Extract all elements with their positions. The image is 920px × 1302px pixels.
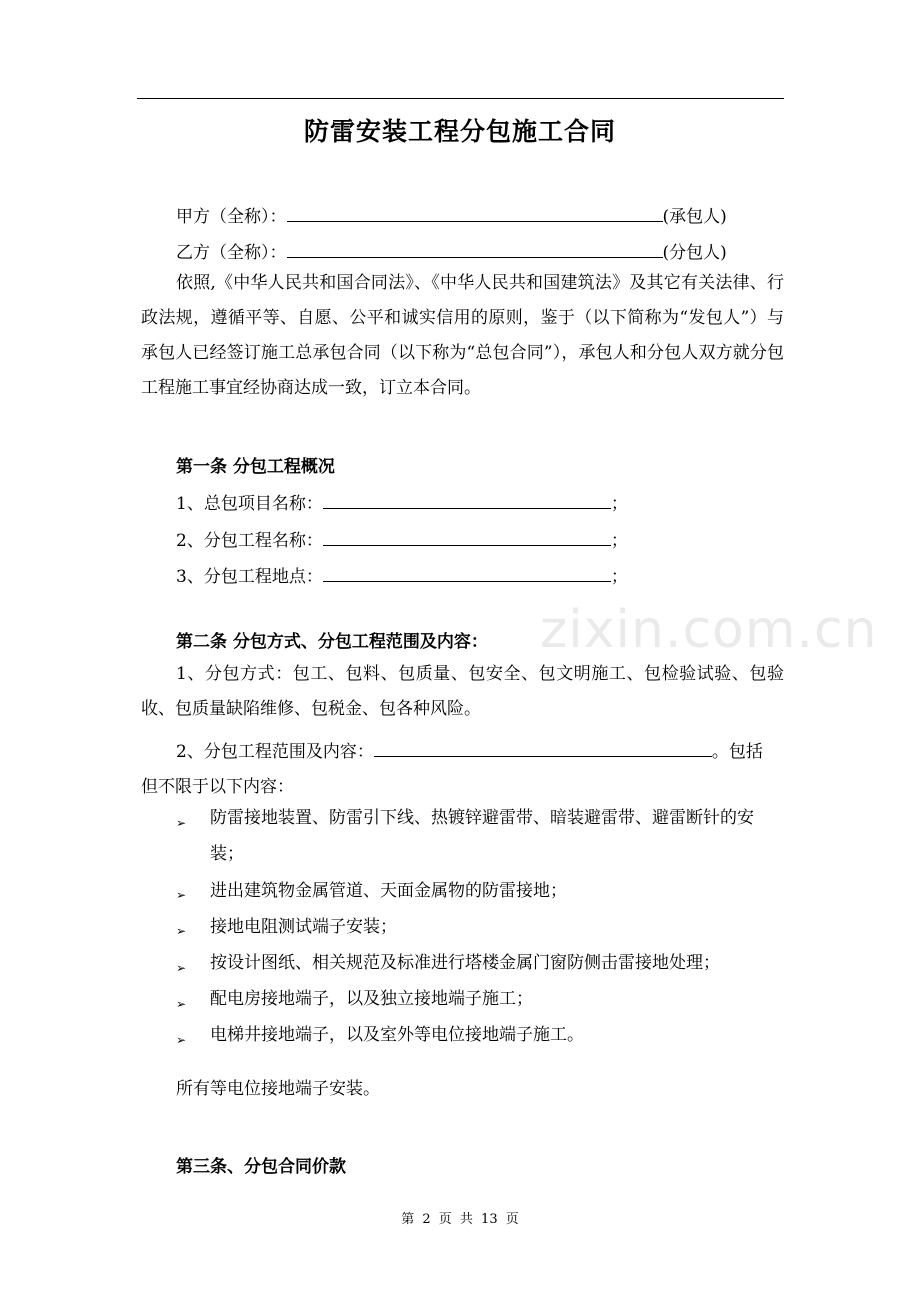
subcontract-name-blank[interactable] <box>323 528 611 546</box>
article-1-item-label: 3、分包工程地点： <box>176 567 323 587</box>
chevron-right-icon: ➢ <box>176 816 187 830</box>
closing-line: 所有等电位接地端子安装。 <box>176 1079 380 1099</box>
scope-bullet: 按设计图纸、相关规范及标准进行塔楼金属门窗防侧击雷接地处理； <box>210 953 720 973</box>
scope-tail-first: 。包括 <box>711 742 763 762</box>
header-rule <box>137 98 784 99</box>
scope-line <box>176 737 763 762</box>
article-3-heading: 第三条、分包合同价款 <box>176 1157 346 1177</box>
item-end: ； <box>610 531 628 551</box>
party-a-line <box>176 202 727 227</box>
subcontract-location-blank[interactable] <box>323 564 611 582</box>
party-b-blank[interactable] <box>287 240 663 258</box>
project-name-blank[interactable] <box>323 491 611 509</box>
article-1-item-label: 2、分包工程名称： <box>176 531 323 551</box>
article-1-item <box>176 526 628 551</box>
scope-bullet: 配电房接地端子，以及独立接地端子施工； <box>210 989 533 1009</box>
party-b-label: 乙方（全称）： <box>176 243 287 263</box>
scope-bullet: 防雷接地装置、防雷引下线、热镀锌避雷带、暗装避雷带、避雷断针的安装； <box>210 808 754 864</box>
chevron-right-icon: ➢ <box>176 1033 187 1047</box>
party-b-line <box>176 238 727 263</box>
page-number: 第 2 页 共 13 页 <box>401 1212 519 1227</box>
item-end: ； <box>610 494 628 514</box>
article-1-item <box>176 489 628 514</box>
item-end: ； <box>610 567 628 587</box>
chevron-right-icon: ➢ <box>176 888 187 902</box>
scope-bullet: 电梯井接地端子，以及室外等电位接地端子施工。 <box>210 1025 584 1045</box>
subcontract-mode-paragraph: 1、分包方式：包工、包料、包质量、包安全、包文明施工、包检验试验、包验收、包质量缺陷维修、包税金、包各种风险。 <box>141 664 784 719</box>
party-b-suffix: (分包人) <box>662 243 727 263</box>
document-title: 防雷安装工程分包施工合同 <box>303 117 616 146</box>
chevron-right-icon: ➢ <box>176 924 187 938</box>
article-1-heading: 第一条 分包工程概况 <box>176 457 335 477</box>
article-1-item <box>176 562 628 587</box>
party-a-suffix: (承包人) <box>662 207 727 227</box>
scope-bullet: 进出建筑物金属管道、天面金属物的防雷接地； <box>210 881 567 901</box>
party-a-label: 甲方（全称）： <box>176 207 287 227</box>
article-1-item-label: 1、总包项目名称： <box>176 494 323 514</box>
scope-line-continued: 但不限于以下内容： <box>141 777 294 797</box>
scope-blank[interactable] <box>374 739 712 757</box>
chevron-right-icon: ➢ <box>176 961 187 975</box>
party-a-blank[interactable] <box>287 204 663 222</box>
article-2-heading: 第二条 分包方式、分包工程范围及内容： <box>176 632 488 652</box>
intro-paragraph: 依照,《中华人民共和国合同法》、《中华人民共和国建筑法》及其它有关法律、行政法规，遵循平等、自愿、公平和诚实信用的原则，鉴于（以下简称为“发包人”）与承包人已经签订施工总承包合同（以下称为“总包合同”），承包人和分包人双方就分包工程施工事宜经协商达成一致，订立本合同。 <box>141 273 784 398</box>
chevron-right-icon: ➢ <box>176 997 187 1011</box>
scope-bullet: 接地电阻测试端子安装； <box>210 917 397 937</box>
watermark: zixin.com.cn <box>540 600 878 660</box>
scope-label: 2、分包工程范围及内容： <box>176 742 374 762</box>
